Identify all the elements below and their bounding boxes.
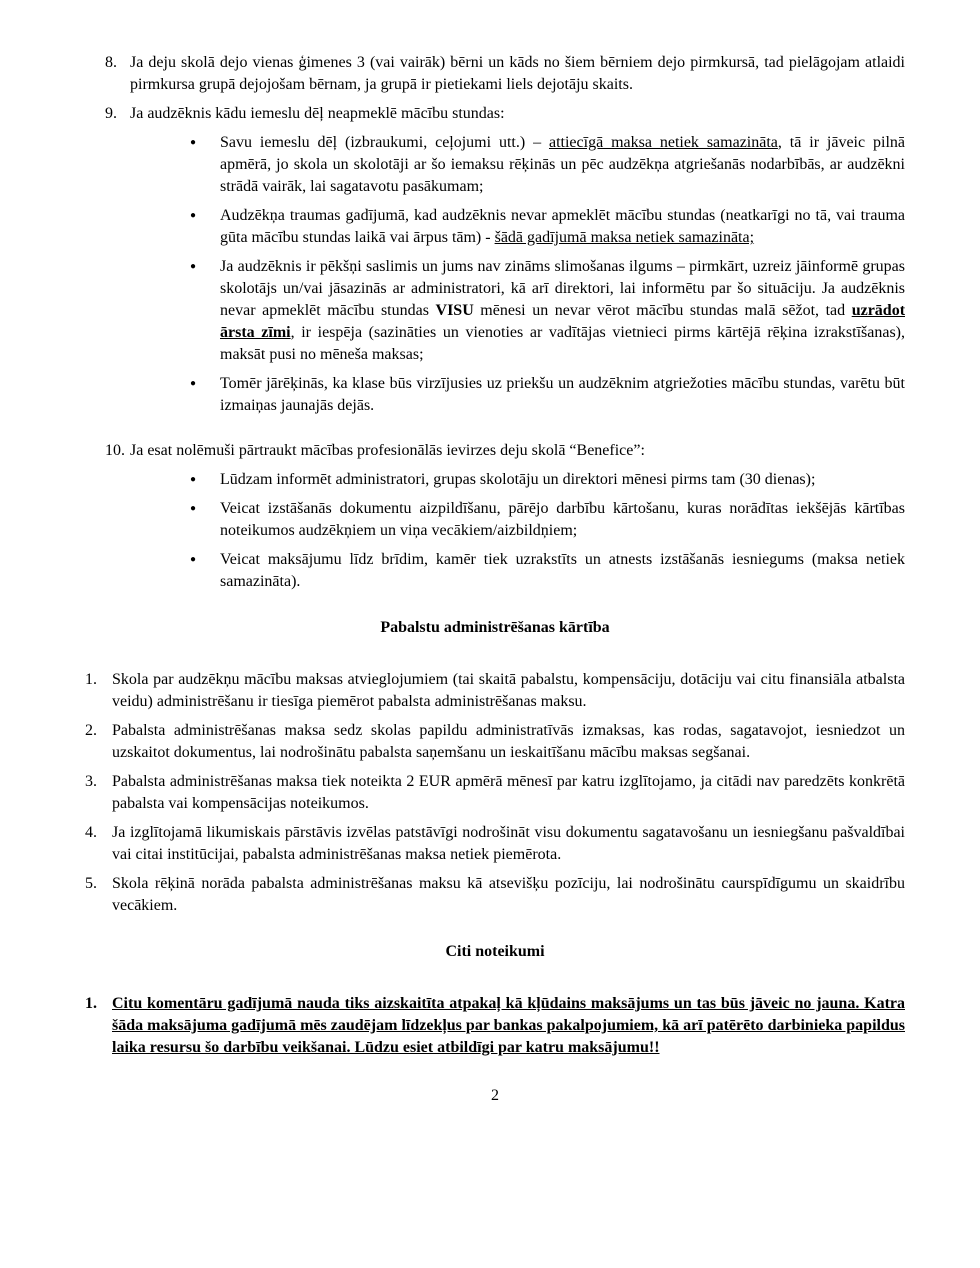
paragraph-text [220, 132, 905, 198]
section-heading: Citi noteikumi [445, 943, 545, 960]
list-number: 4. [85, 824, 97, 841]
bullet-icon: ● [190, 261, 197, 272]
paragraph-text [220, 256, 905, 366]
bullet-icon: ● [190, 503, 197, 514]
paragraph-text [130, 103, 905, 125]
list-item [85, 771, 905, 815]
paragraph-text [112, 873, 905, 917]
text-segment: Tomēr jārēķinās, ka klase būs virzījusies uz priekšu un audzēknim atgriežoties mācību stundas, varētu būt izmaiņas jaunajās dejās. [220, 375, 905, 414]
text-segment: Ja audzēknis kādu iemeslu dēļ neapmeklē mācību stundas: [130, 105, 505, 122]
text-segment: Skola rēķinā norāda pabalsta administrēšanas maksu kā atsevišķu pozīciju, lai nodrošinātu caurspīdīgumu un skaidrību vecākiem. [112, 875, 905, 914]
text-segment: Savu iemeslu dēļ (izbraukumi, ceļojumi utt.) – [220, 134, 549, 151]
list-number: 8. [105, 54, 117, 71]
bullet-item [190, 132, 905, 198]
list-item [105, 103, 905, 125]
text-segment: Lūdzam informēt administratori, grupas skolotāju un direktori mēnesi pirms tam (30 dienas); [220, 471, 816, 488]
bullet-icon: ● [190, 137, 197, 148]
paragraph-text [220, 498, 905, 542]
paragraph-text [112, 993, 905, 1059]
paragraph-text [130, 440, 905, 462]
list-item [85, 873, 905, 917]
text-segment: VISU [435, 302, 474, 319]
paragraph-text [220, 205, 905, 249]
text-segment: Ja audzēknis ir pēkšņi saslimis un jums nav zināms slimošanas ilgums – pirmkārt, uzreiz jāinformē grupas skolotājs un/vai jāsazinās ar administratori, kā arī direktori, lai informētu par šo situāciju. Ja audzēknis nevar apmeklēt mācību stundas [220, 258, 905, 319]
paragraph-text [220, 549, 905, 593]
text-segment: Ja deju skolā dejo vienas ģimenes 3 (vai vairāk) bērni un kāds no šiem bērniem dejo pirmkursā, tad pielāgojam atlaidi pirmkursa grupā dejojošam bērnam, ja grupā ir pietiekami liels dejotāju skaits. [130, 54, 905, 93]
list-number: 2. [85, 722, 97, 739]
text-segment: Skola par audzēkņu mācību maksas atvieglojumiem (tai skaitā pabalstu, kompensāciju, dotāciju vai citu finansiāla atbalsta veidu) administrēšanu ir tiesīga piemērot pabalsta administrēšanas maksu. [112, 671, 905, 710]
paragraph-text [112, 771, 905, 815]
text-segment: uzrādot ārsta zīmi [220, 302, 906, 341]
bullet-icon: ● [190, 474, 197, 485]
list-item [105, 52, 905, 96]
text-segment: Audzēkņa traumas gadījumā, kad audzēknis nevar apmeklēt mācību stundas (neatkarīgi no tā, vai trauma gūta mācību stundas laikā vai ārpus tām) - [220, 207, 905, 246]
list-item [85, 993, 905, 1059]
text-segment: Veicat izstāšanās dokumentu aizpildīšanu, pārējo darbību kārtošanu, kuras norādītas iekšējās kārtības noteikumos audzēkņiem un viņa vecākiem/aizbildņiem; [220, 500, 905, 539]
text-segment: attiecīgā maksa netiek samazināta [548, 134, 778, 151]
paragraph-text [220, 373, 905, 417]
text-segment: Ja esat nolēmuši pārtraukt mācības profesionālās ievirzes deju skolā “Benefice”: [130, 442, 645, 459]
bullet-item [190, 469, 905, 491]
text-segment: Veicat maksājumu līdz brīdim, kamēr tiek uzrakstīts un atnests izstāšanās iesniegums (maksa netiek samazināta). [220, 551, 905, 590]
list-number: 5. [85, 875, 97, 892]
bullet-item [190, 498, 905, 542]
list-item [85, 720, 905, 764]
list-number: 10. [105, 442, 125, 459]
text-segment: mēnesi un nevar vērot mācību stundas malā sēžot, tad [473, 302, 852, 319]
bullet-icon: ● [190, 210, 197, 221]
list-number: 9. [105, 105, 117, 122]
bullet-item [190, 373, 905, 417]
paragraph-text [112, 822, 905, 866]
document-body [85, 52, 905, 1059]
section-heading: Pabalstu administrēšanas kārtība [380, 619, 610, 636]
paragraph-text [130, 52, 905, 96]
list-number: 1. [85, 995, 97, 1012]
list-number: 1. [85, 671, 97, 688]
paragraph-text [220, 469, 905, 491]
paragraph-text [112, 720, 905, 764]
text-segment: , ir iespēja (sazināties un vienoties ar vadītājas vietnieci pirms kārtējā rēķina izrakstīšanas), maksāt pusi no mēneša maksas; [220, 324, 905, 363]
list-number: 3. [85, 773, 97, 790]
page-number: 2 [491, 1087, 499, 1104]
spacer [85, 424, 905, 440]
list-item [85, 669, 905, 713]
paragraph-text [112, 669, 905, 713]
bullet-item [190, 549, 905, 593]
text-segment: Citu komentāru gadījumā nauda tiks aizskaitīta atpakaļ kā kļūdains maksājums un tas būs jāveic no jauna. Katra šāda maksājuma gadījumā mēs zaudējam līdzekļus par bankas pakalpojumiem, kā arī patērēto darbinieka papildus laika resursu šo darbību veikšanai. Lūdzu esiet atbildīgi par katru maksājumu!! [112, 995, 905, 1056]
bullet-icon: ● [190, 554, 197, 565]
bullet-item [190, 256, 905, 366]
text-segment: šādā gadījumā maksa netiek samazināta; [494, 229, 755, 246]
text-segment: Pabalsta administrēšanas maksa tiek noteikta 2 EUR apmērā mēnesī par katru izglītojamo, ja citādi nav paredzēts konkrētā pabalsta vai kompensācijas noteikumos. [112, 773, 905, 812]
text-segment: Pabalsta administrēšanas maksa sedz skolas papildu administratīvās izmaksas, kas rodas, sagatavojot, iesniedzot un uzskaitot dokumentus, lai nodrošinātu pabalsta saņemšanu un ieskaitīšanu mācību maksas segšanai. [112, 722, 905, 761]
list-item [105, 440, 905, 462]
bullet-item [190, 205, 905, 249]
text-segment: Ja izglītojamā likumiskais pārstāvis izvēlas patstāvīgi nodrošināt visu dokumentu sagatavošanu un iesniegšanu pašvaldībai vai citai institūcijai, pabalsta administrēšanas maksa netiek piemērota. [112, 824, 905, 863]
text-segment: , tā ir jāveic pilnā apmērā, jo skola un skolotāji ar šo iemaksu rēķinās un pēc audzēkņa atgriešanās nodarbībās, ar audzēkni strādā vairāk, lai sagatavotu pasākumam; [220, 134, 905, 195]
bullet-icon: ● [190, 378, 197, 389]
list-item [85, 822, 905, 866]
